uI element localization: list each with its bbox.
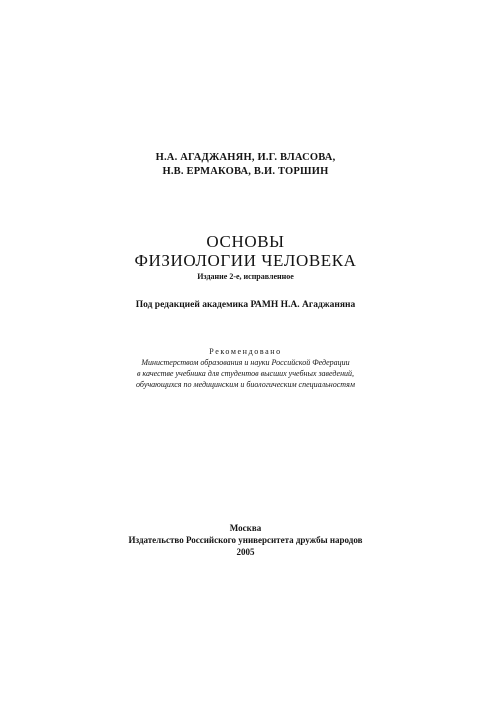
- authors-line-2: Н.В. ЕРМАКОВА, В.И. ТОРШИН: [162, 166, 329, 177]
- recommendation-heading: Рекомендовано: [209, 347, 282, 356]
- authors-line-1: Н.А. АГАДЖАНЯН, И.Г. ВЛАСОВА,: [155, 152, 336, 163]
- book-title-line-2: ФИЗИОЛОГИИ ЧЕЛОВЕКА: [134, 251, 357, 270]
- book-title-line-1: ОСНОВЫ: [206, 232, 285, 251]
- imprint-year: 2005: [236, 547, 255, 557]
- recommendation-line-2: в качестве учебника для студентов высших учебных заведений,: [136, 369, 355, 378]
- edition-note: Издание 2-е, исправленное: [197, 272, 294, 281]
- recommendation-line-1: Министерством образования и науки Российской Федерации: [141, 358, 350, 367]
- imprint-city: Москва: [229, 523, 262, 533]
- recommendation-line-3: обучающихся по медицинским и биологическим специальностям: [136, 380, 355, 389]
- editor-line: Под редакцией академика РАМН Н.А. Агаджаняна: [135, 300, 356, 310]
- imprint-publisher: Издательство Российского университета дружбы народов: [128, 535, 363, 545]
